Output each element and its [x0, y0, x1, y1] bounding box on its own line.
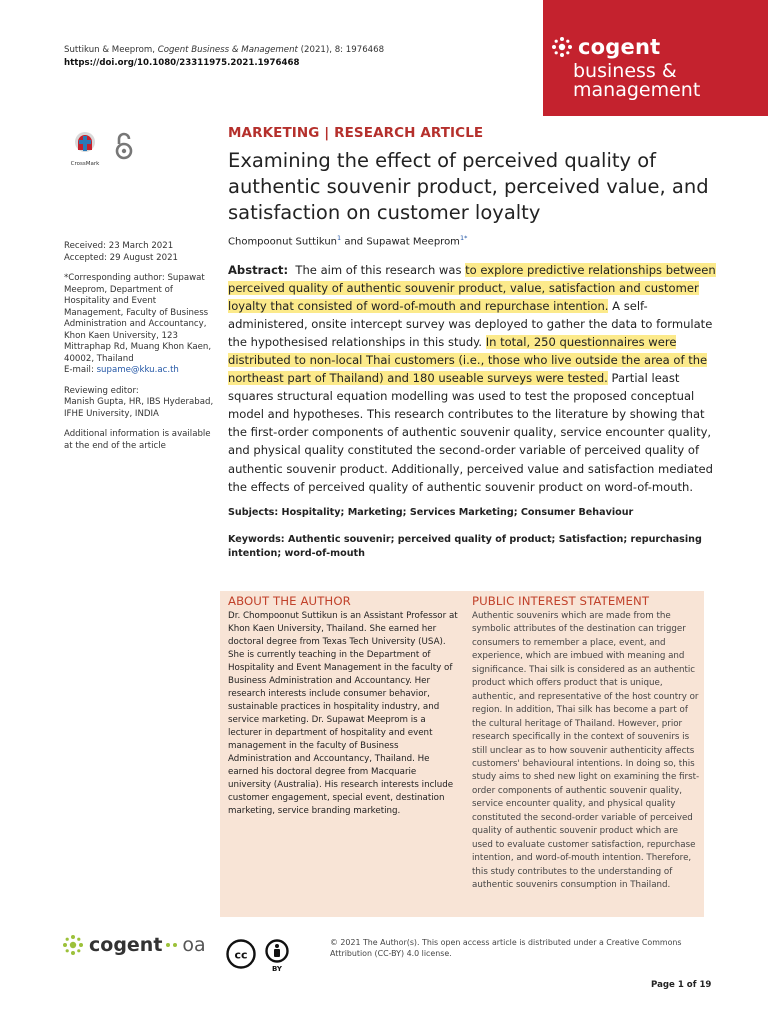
author-2-affiliation[interactable]: 1*	[459, 234, 468, 242]
cc-by-label: BY	[271, 965, 283, 973]
public-interest-heading: PUBLIC INTEREST STATEMENT	[472, 594, 650, 608]
cogent-oa-logo	[62, 934, 206, 956]
cogent-sunburst-icon	[551, 36, 573, 58]
sidebar-metadata	[64, 241, 214, 461]
email-link[interactable]: supame@kku.ac.th	[96, 365, 179, 375]
highlight-1: to explore predictive relationships between perceived quality of authentic souvenir product, value, satisfaction and customer loyalty that consisted of word-of-mouth and repurchase intention.	[228, 263, 716, 314]
about-the-author	[228, 594, 458, 818]
subjects: Subjects: Hospitality; Marketing; Services Marketing; Consumer Behaviour	[228, 507, 634, 518]
abstract: Abstract: The aim of this research was to explore predictive relationships between perceived quality of authentic souvenir product, value, satisfaction and customer loyalty that consisted of word-of-mouth and repurchase intention. A self-administered, onsite intercept survey was deployed to gather the data to formulate the hypothesised relationships in this study. In total, 250 questionnaires were distributed to non-local Thai customers (i.e., those who live outside the area of the northeast part of Thailand) and 180 useable surveys were tested. Partial least squares structural equation modelling was used to test the proposed conceptual model and hypotheses. This research contributes to the literature by showing that the first-order components of authentic souvenir quality, service encounter quality, and physical quality constituted the second-order variable of perceived quality of authentic souvenir product. Additionally, perceived value and satisfaction mediated the effects of perceived quality of authentic souvenir product on word-of-mouth.	[228, 263, 716, 494]
brand-line-1: business &	[573, 60, 677, 82]
crossmark-label: CrossMark	[70, 161, 100, 167]
footer-logo-oa: oa	[182, 934, 206, 956]
reviewing-editor: Reviewing editor: Manish Gupta, HR, IBS Hyderabad, IFHE University, INDIA	[64, 385, 214, 419]
page-number: Page 1 of 19	[651, 980, 712, 990]
abstract-label: Abstract:	[228, 263, 289, 277]
svg-text:cc: cc	[234, 948, 248, 962]
open-access-icon	[114, 132, 134, 160]
citation-header	[64, 44, 384, 70]
doi-link[interactable]: https://doi.org/10.1080/23311975.2021.1976468	[64, 58, 300, 68]
accepted-date: Accepted: 29 August 2021	[64, 252, 179, 263]
authors: Chompoonut Suttikun$^1$ and Supawat Meeprom$^{1*}$	[228, 234, 468, 248]
article-title: Examining the effect of perceived quality of authentic souvenir product, perceived value, and satisfaction on customer loyalty	[228, 149, 709, 224]
about-text: Dr. Chompoonut Suttikun is an Assistant Professor at Khon Kaen University, Thailand. She earned her doctoral degree from Texas Tech University (USA). She is currently teaching in the Department of Hospitality and Event Management in the faculty of Business Administration and Accountancy. Her research interests include consumer behavior, sustainable practices in hospitality industry, and service marketing. Dr. Supawat Meeprom is a lecturer in department of hospitality and event management in the faculty of Business Administration and Accountancy, Thailand. He earned his doctoral degree from Macquarie university (Australia). His research interests include customer engagement, special event, destination marketing, service branding marketing.	[228, 611, 458, 816]
cc-icon	[228, 941, 255, 968]
article-marks	[64, 130, 144, 174]
author-1-affiliation[interactable]: 1	[337, 234, 342, 242]
crossmark-icon[interactable]	[74, 130, 96, 160]
by-icon	[267, 941, 288, 974]
dates	[64, 241, 214, 264]
author-2: Supawat Meeprom	[366, 236, 460, 248]
author-1: Chompoonut Suttikun	[228, 236, 338, 248]
corresponding-author: *Corresponding author: Supawat Meeprom, Department of Hospitality and Event Management, Faculty of Business Administration and Accountancy, Khon Kaen University, 123 Mittraphap Rd, Muang Khon Kaen, 40002, Thailand E-mail: supame@kku.ac.th	[64, 273, 212, 375]
highlight-2: In total, 250 questionnaires were distributed to non-local Thai customers (i.e., those who live outside the area of the northeast part of Thailand) and 180 useable surveys were tested.	[228, 335, 708, 386]
brand-word: cogent	[578, 35, 661, 59]
public-interest-text: Authentic souvenirs which are made from the symbolic attributes of the destination can trigger consumers to remember a place, event, and experience, which are imbued with meaning and significance. Thai silk is considered as an authentic product which offers product that is unique, authentic, and representative of the host country or region. In addition, Thai silk has become a part of the cultural heritage of Thailand. However, prior research specifically in the context of souvenirs is still unclear as to how souvenir authenticity affects customers' behavioural intentions. In doing so, this study aims to shed new light on examining the first-order components of authentic souvenir quality, service encounter quality, and physical quality constituted the second-order variable of perceived quality of authentic souvenir product which are used to evaluate customer satisfaction, repurchase intention, and word-of-mouth intention. Therefore, this study contributes to the understanding of authentic souvenirs consumption in Thailand.	[472, 611, 700, 891]
citation-line: Suttikun & Meeprom, Cogent Business & Management (2021), 8: 1976468	[64, 45, 385, 55]
license-text: © 2021 The Author(s). This open access article is distributed under a Creative Commons Attribution (CC-BY) 4.0 license.	[330, 938, 682, 958]
keywords: Keywords: Authentic souvenir; perceived quality of product; Satisfaction; repurchasing intention; word-of-mouth	[228, 534, 702, 559]
footer-logo-word: cogent	[89, 934, 163, 956]
public-interest-statement	[472, 594, 700, 893]
journal-name: Cogent Business & Management	[157, 45, 298, 55]
received-date: Received: 23 March 2021	[64, 241, 174, 251]
dots-icon	[165, 942, 179, 948]
brand-top	[551, 35, 660, 59]
cc-by-license-icon	[226, 939, 296, 973]
brand-line-2: management	[573, 79, 701, 101]
cogent-sunburst-icon	[62, 934, 84, 956]
journal-brand-logo	[543, 0, 768, 116]
about-heading: ABOUT THE AUTHOR	[228, 594, 351, 608]
author-interest-panel	[220, 591, 704, 917]
additional-info: Additional information is available at the end of the article	[64, 429, 211, 451]
article-type: MARKETING | RESEARCH ARTICLE	[228, 125, 484, 141]
